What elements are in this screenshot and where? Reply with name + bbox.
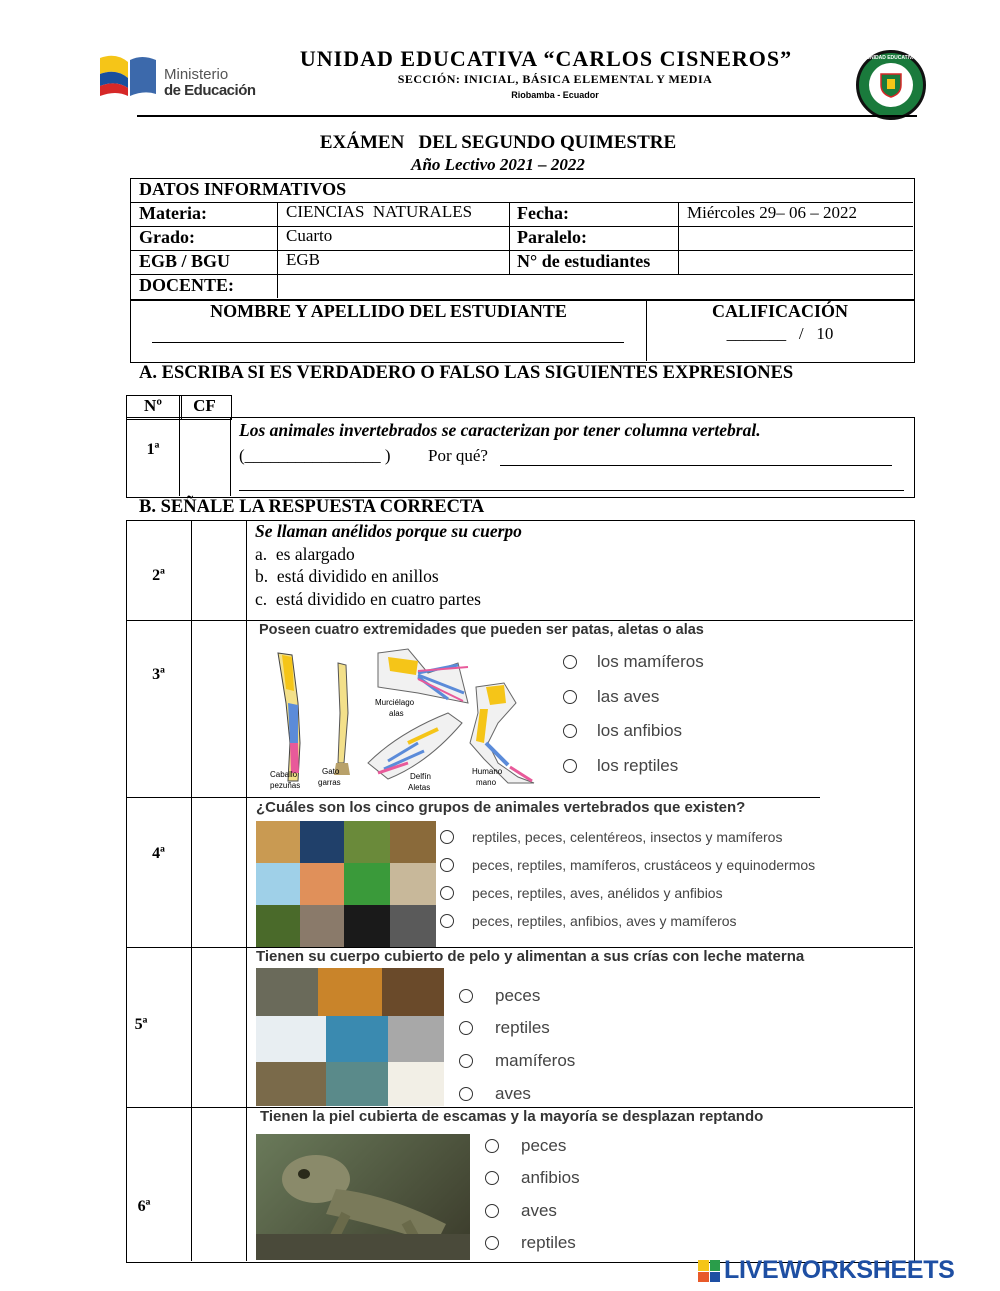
- brand-text: LIVEWORKSHEETS: [724, 1256, 955, 1284]
- q1-why-line1[interactable]: [500, 465, 892, 466]
- q3-cf-cell[interactable]: [192, 621, 246, 797]
- mammals-collage: [256, 968, 444, 1106]
- label-dolphin-fins: Aletas: [408, 783, 431, 792]
- students-label: N° de estudiantes: [517, 251, 651, 271]
- q3-option-4[interactable]: los reptiles: [563, 756, 678, 776]
- radio-icon[interactable]: [459, 1087, 473, 1101]
- school-seal: [856, 50, 926, 120]
- q3-option-1[interactable]: los mamíferos: [563, 652, 704, 672]
- q1-answer-blank[interactable]: (________________ ): [239, 446, 391, 465]
- school-section: SECCIÓN: INICIAL, BÁSICA ELEMENTAL Y MEDIA: [397, 72, 713, 86]
- radio-icon[interactable]: [485, 1171, 499, 1185]
- label-bat: Murciélago: [375, 698, 415, 707]
- col-num-header: Nº: [144, 396, 162, 415]
- q3-number: 3ª: [152, 666, 165, 683]
- section-a-title: A. ESCRIBA SI ES VERDADERO O FALSO LAS SIGUIENTES EXPRESIONES: [139, 363, 794, 383]
- limb-bones-illustration: [258, 643, 548, 793]
- lizard-photo: [256, 1134, 470, 1260]
- radio-icon[interactable]: [440, 830, 454, 844]
- col-cf-header: CF: [193, 396, 216, 415]
- exam-year: Año Lectivo 2021 – 2022: [411, 155, 585, 174]
- student-name-input[interactable]: [152, 341, 624, 343]
- info-heading: DATOS INFORMATIVOS: [139, 179, 347, 199]
- lizard-icon: [256, 1134, 470, 1260]
- grade-value[interactable]: _______ / 10: [726, 324, 834, 343]
- vertebrates-collage: [256, 821, 436, 947]
- q2-number: 2ª: [152, 567, 165, 584]
- q3-stem: Poseen cuatro extremidades que pueden ser patas, aletas o alas: [259, 622, 704, 638]
- materia-value: CIENCIAS NATURALES: [286, 202, 473, 221]
- radio-icon[interactable]: [563, 759, 577, 773]
- q6-stem: Tienen la piel cubierta de escamas y la mayoría se desplazan reptando: [260, 1108, 764, 1125]
- q5-option-3[interactable]: mamíferos: [459, 1051, 575, 1071]
- label-horse: Caballo: [270, 770, 298, 779]
- radio-icon[interactable]: [485, 1204, 499, 1218]
- radio-icon[interactable]: [459, 1021, 473, 1035]
- q4-option-4[interactable]: peces, reptiles, anfibios, aves y mamíferos: [440, 913, 737, 929]
- school-name: UNIDAD EDUCATIVA “CARLOS CISNEROS”: [299, 46, 793, 71]
- q2-option-a[interactable]: a. es alargado: [255, 544, 355, 564]
- radio-icon[interactable]: [485, 1139, 499, 1153]
- grado-value: Cuarto: [286, 226, 333, 245]
- q1-cf-cell[interactable]: [180, 418, 230, 495]
- materia-label: Materia:: [139, 203, 207, 223]
- paralelo-label: Paralelo:: [517, 227, 587, 247]
- header-divider: [137, 115, 917, 117]
- shield-icon: [878, 71, 904, 99]
- q6-option-1[interactable]: peces: [485, 1136, 566, 1156]
- radio-icon[interactable]: [563, 690, 577, 704]
- egb-label: EGB / BGU: [139, 251, 231, 271]
- exam-title: EXÁMEN DEL SEGUNDO QUIMESTRE: [319, 132, 677, 153]
- q5-number: 5ª: [134, 1016, 148, 1033]
- q4-stem: ¿Cuáles son los cinco grupos de animales vertebrados que existen?: [256, 799, 746, 816]
- q5-option-4[interactable]: aves: [459, 1084, 531, 1104]
- q6-cf-cell[interactable]: [192, 1108, 246, 1260]
- egb-value: EGB: [286, 250, 320, 269]
- q5-cf-cell[interactable]: [192, 948, 246, 1107]
- live-badge-icon: [698, 1260, 720, 1282]
- q6-number: 6ª: [137, 1198, 151, 1215]
- q1-why-label: Por qué?: [428, 446, 488, 465]
- label-dolphin: Delfín: [410, 772, 431, 781]
- radio-icon[interactable]: [459, 989, 473, 1003]
- label-human: Humano: [472, 767, 503, 776]
- radio-icon[interactable]: [440, 914, 454, 928]
- label-bat-alas: alas: [389, 709, 404, 718]
- paralelo-field[interactable]: [679, 227, 912, 250]
- radio-icon[interactable]: [440, 886, 454, 900]
- q5-option-2[interactable]: reptiles: [459, 1018, 550, 1038]
- radio-icon[interactable]: [459, 1054, 473, 1068]
- radio-icon[interactable]: [563, 724, 577, 738]
- q2-cf-cell[interactable]: [192, 521, 246, 620]
- q3-option-2[interactable]: las aves: [563, 687, 659, 707]
- label-cat: Gato: [322, 767, 340, 776]
- q4-option-2[interactable]: peces, reptiles, mamíferos, crustáceos y equinodermos: [440, 857, 815, 873]
- seal-text: UNIDAD EDUCATIVA: [866, 55, 916, 61]
- q4-option-3[interactable]: peces, reptiles, aves, anélidos y anfibios: [440, 885, 723, 901]
- q1-why-line2[interactable]: [239, 490, 904, 491]
- grado-label: Grado:: [139, 227, 195, 247]
- q6-option-4[interactable]: reptiles: [485, 1233, 576, 1253]
- liveworksheets-logo[interactable]: [698, 1256, 994, 1286]
- docente-label: DOCENTE:: [139, 275, 235, 295]
- q1-number: 1ª: [146, 441, 160, 458]
- fecha-value: Miércoles 29– 06 – 2022: [687, 203, 857, 222]
- q3-option-3[interactable]: los anfibios: [563, 721, 682, 741]
- q4-option-1[interactable]: reptiles, peces, celentéreos, insectos y mamíferos: [440, 829, 782, 845]
- label-cat-claws: garras: [318, 778, 341, 787]
- label-human-hand: mano: [476, 778, 497, 787]
- radio-icon[interactable]: [485, 1236, 499, 1250]
- ministry-name-line2: de Educación: [164, 82, 256, 99]
- label-horse-hooves: pezuñas: [270, 781, 301, 790]
- q1-statement: Los animales invertebrados se caracterizan por tener columna vertebral.: [239, 420, 761, 440]
- fecha-label: Fecha:: [517, 203, 569, 223]
- q5-stem: Tienen su cuerpo cubierto de pelo y alimentan a sus crías con leche materna: [256, 948, 805, 965]
- student-name-label: NOMBRE Y APELLIDO DEL ESTUDIANTE: [210, 301, 567, 321]
- ministry-name-line1: Ministerio: [164, 66, 229, 83]
- docente-field[interactable]: [278, 275, 912, 298]
- q6-option-2[interactable]: anfibios: [485, 1168, 580, 1188]
- q4-number: 4ª: [152, 845, 165, 862]
- q2-stem: Se llaman anélidos porque su cuerpo: [255, 521, 522, 541]
- q5-option-1[interactable]: peces: [459, 986, 540, 1006]
- radio-icon[interactable]: [563, 655, 577, 669]
- grade-label: CALIFICACIÓN: [711, 301, 848, 321]
- q2-option-c[interactable]: c. está dividido en cuatro partes: [255, 589, 481, 609]
- q4-cf-cell[interactable]: [192, 798, 246, 947]
- students-field[interactable]: [679, 251, 912, 274]
- q6-option-3[interactable]: aves: [485, 1201, 557, 1221]
- q2-option-b[interactable]: b. está dividido en anillos: [255, 566, 439, 586]
- section-b-title: B. SEÑALE LA RESPUESTA CORRECTA: [139, 497, 485, 517]
- school-city: Riobamba - Ecuador: [511, 90, 599, 100]
- radio-icon[interactable]: [440, 858, 454, 872]
